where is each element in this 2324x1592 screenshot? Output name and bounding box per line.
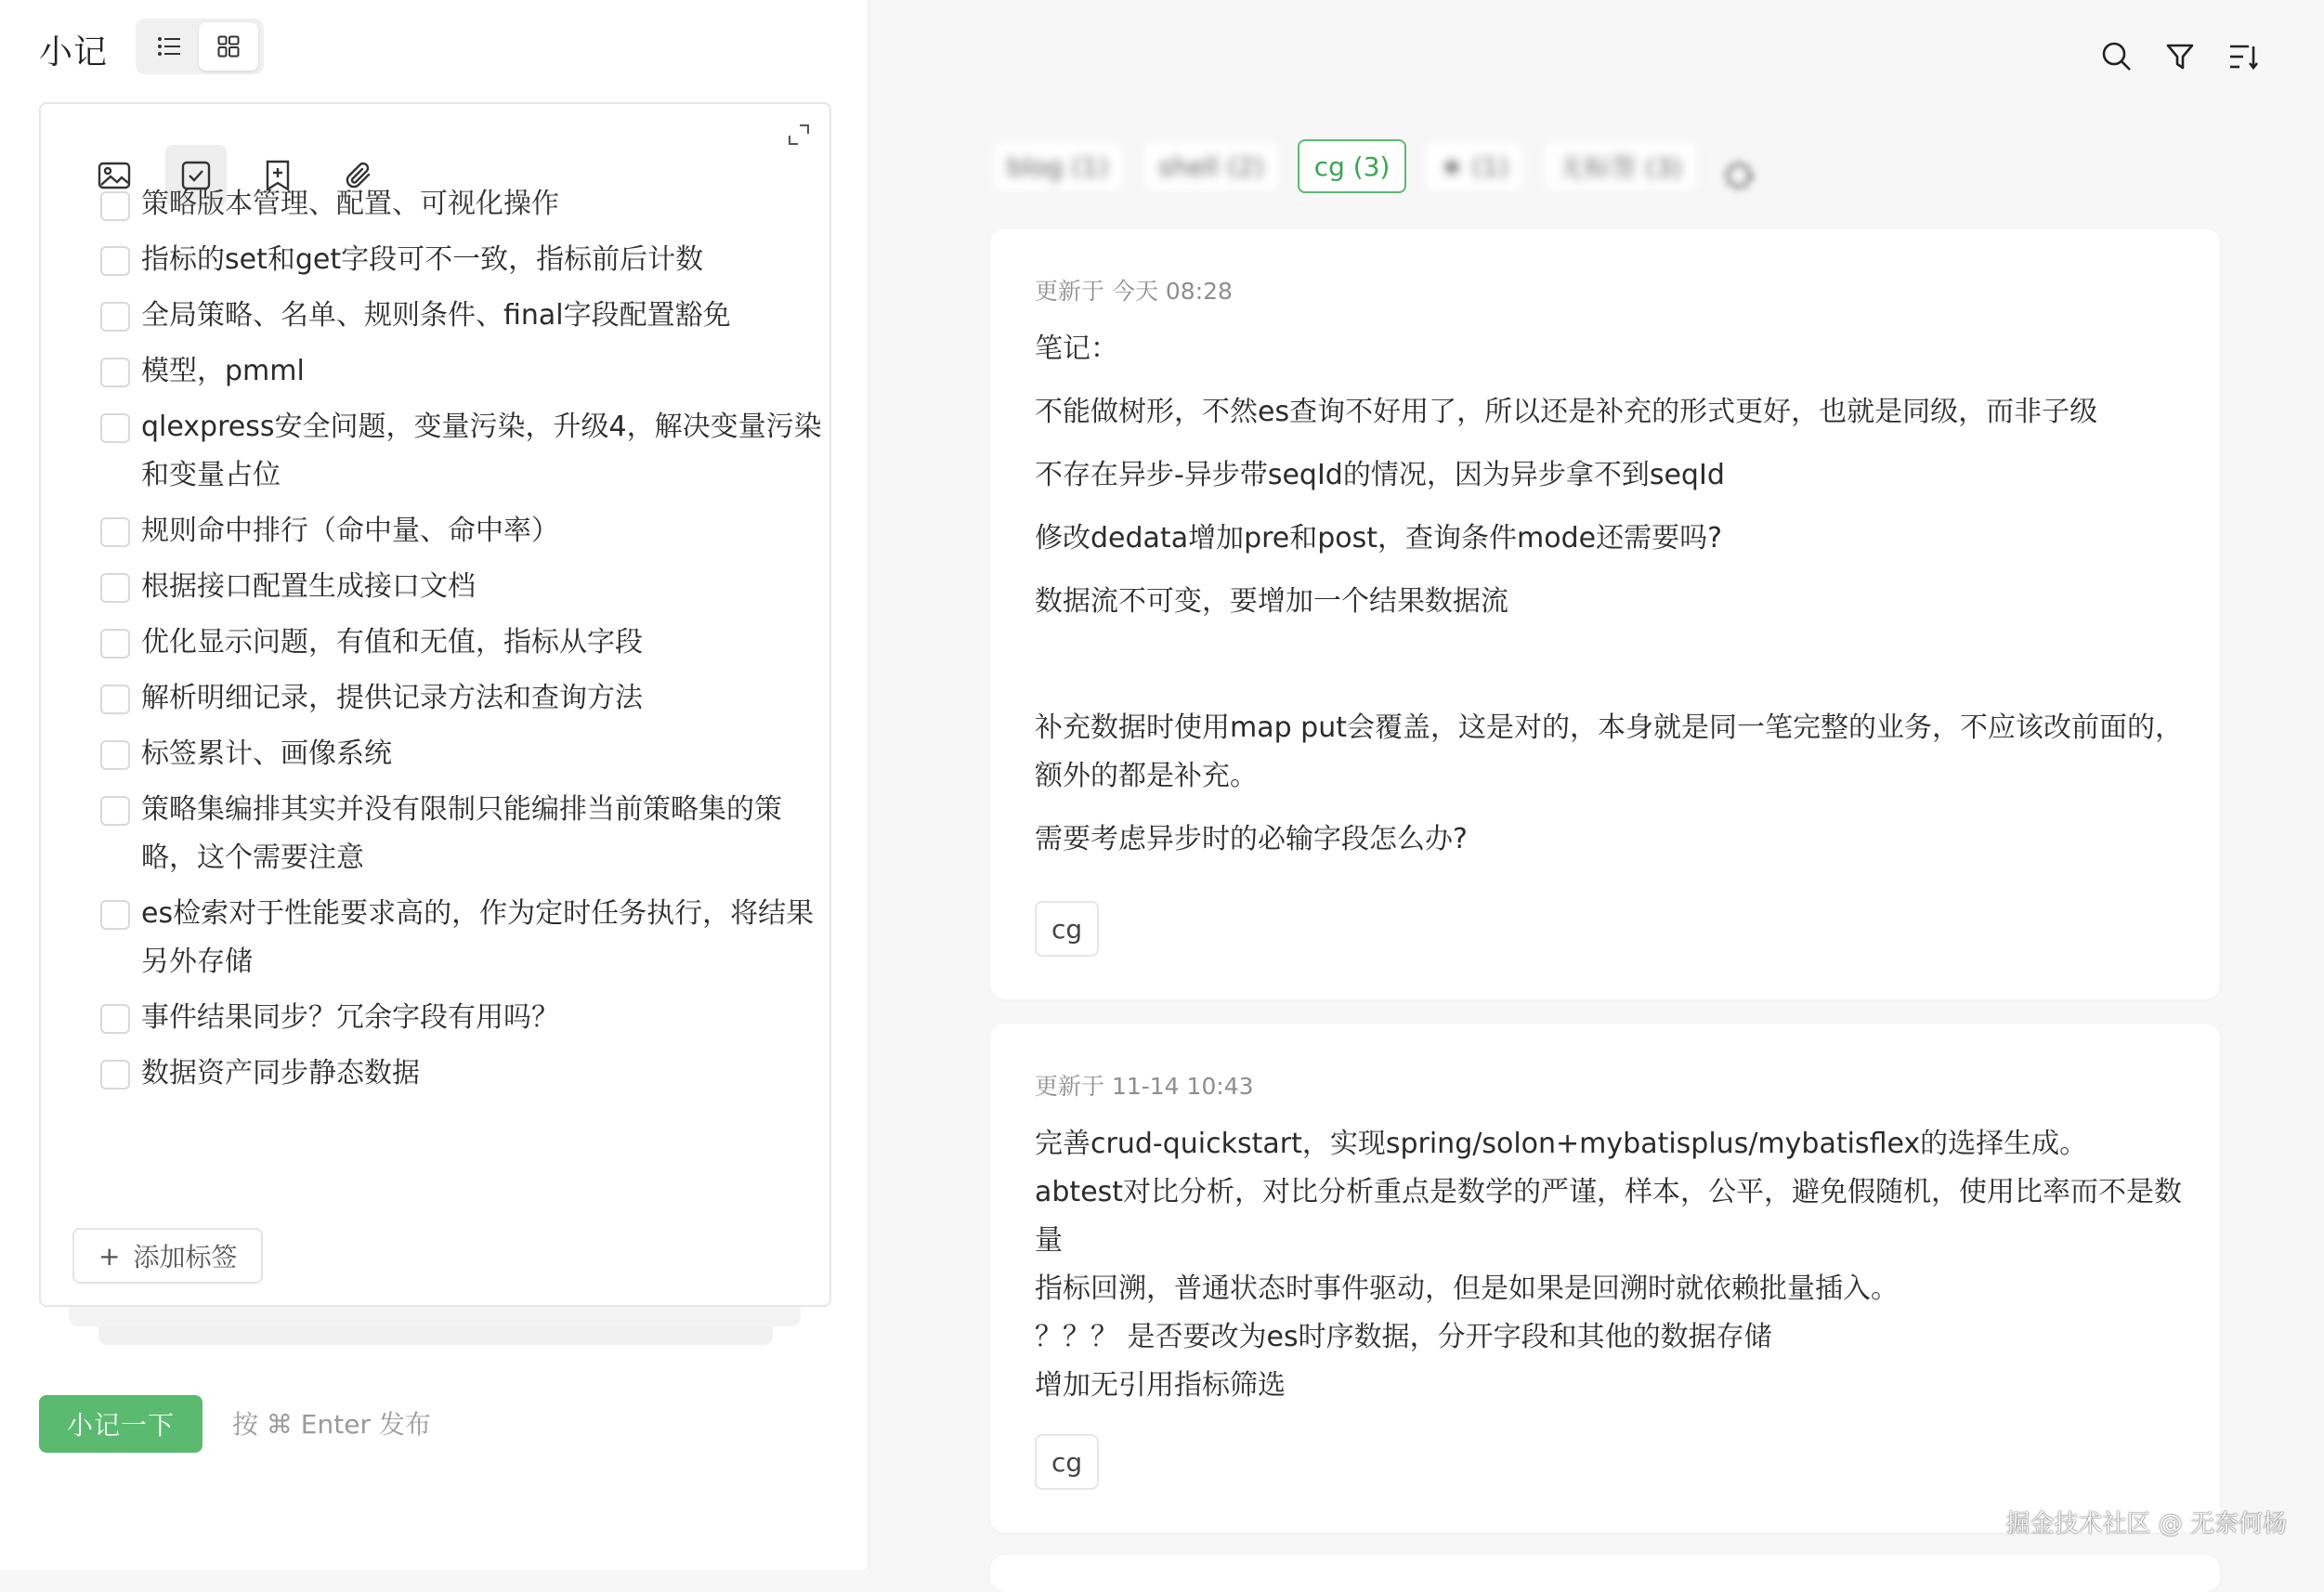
note-line: 指标回溯，普通状态时事件驱动，但是如果是回溯时就依赖批量插入。	[1035, 1272, 1899, 1305]
watermark: 掘金技术社区 @ 无奈何杨	[2005, 1510, 2287, 1538]
checkbox[interactable]	[100, 629, 130, 659]
note-line: 数据流不可变，要增加一个结果数据流	[1035, 585, 1508, 618]
list-item	[100, 730, 825, 778]
note-editor[interactable]	[39, 102, 831, 1307]
app-title: 小记	[39, 33, 109, 72]
tag-bar	[990, 139, 1756, 193]
note-tag[interactable]: cg	[1035, 901, 1099, 957]
list-item	[100, 188, 825, 232]
list-item-text: es检索对于性能要求高的，作为定时任务执行，将结果另外存储	[141, 897, 815, 978]
sort-icon	[2228, 43, 2258, 71]
list-view-button[interactable]	[139, 22, 199, 71]
list-item-text: 事件结果同步？冗余字段有用吗？	[141, 1001, 559, 1034]
note-line: ？？？ 是否要改为es时序数据，分开字段和其他的数据存储	[1035, 1321, 1772, 1353]
checkbox[interactable]	[100, 1060, 130, 1090]
expand-icon[interactable]	[787, 123, 811, 150]
note-tag[interactable]: cg	[1035, 1434, 1099, 1490]
tag-chip-active[interactable]: cg (3)	[1298, 139, 1407, 193]
list-item-text: 根据接口配置生成接口文档	[141, 570, 476, 603]
note-line: 不存在异步-异步带seqId的情况，因为异步拿不到seqId	[1035, 459, 1725, 491]
list-item-text: 策略版本管理、配置、可视化操作	[141, 188, 559, 220]
note-body	[1035, 1120, 2187, 1410]
checkbox[interactable]	[100, 685, 130, 714]
list-item-text: 模型，pmml	[141, 355, 305, 387]
list-item-text: 优化显示问题，有值和无值，指标从字段	[141, 626, 643, 659]
tag-chip[interactable]: shell (2)	[1142, 139, 1281, 193]
list-item	[100, 890, 825, 986]
tag-chip[interactable]: blog (1)	[990, 139, 1125, 193]
left-panel	[0, 0, 868, 1570]
tag-settings-icon[interactable]	[1721, 158, 1756, 193]
note-line: 不能做树形，不然es查询不好用了，所以还是补充的形式更好，也就是同级，而非子级	[1035, 396, 2098, 428]
note-line: abtest对比分析，对比分析重点是数学的严谨，样本，公平，避免假随机，使用比率而不是数量	[1035, 1176, 2183, 1257]
checkbox[interactable]	[100, 517, 130, 547]
list-item-text: 规则命中排行（命中量、命中率）	[141, 515, 559, 547]
top-toolbar	[2099, 39, 2261, 74]
note-card[interactable]	[990, 1024, 2220, 1533]
checkbox[interactable]	[100, 246, 130, 276]
tag-chip[interactable]: ★ (1)	[1423, 139, 1525, 193]
list-icon	[157, 36, 181, 57]
filter-button[interactable]	[2162, 39, 2198, 74]
note-timestamp: 更新于 11-14 10:43	[1035, 1073, 1254, 1100]
checkbox[interactable]	[100, 191, 130, 221]
add-tag-label: 添加标签	[133, 1242, 238, 1272]
tag-chip[interactable]: 无标签 (3)	[1542, 139, 1699, 193]
list-item	[100, 786, 825, 882]
note-line: 增加无引用指标筛选	[1035, 1369, 1286, 1402]
note-line: 补充数据时使用map put会覆盖，这是对的，本身就是同一笔完整的业务，不应该改前面的，额外的都是补充。	[1035, 711, 2184, 792]
list-item	[100, 563, 825, 611]
list-item	[100, 403, 825, 500]
checkbox[interactable]	[100, 302, 130, 332]
note-line: 完善crud-quickstart，实现spring/solon+mybatisplus/mybatisflex的选择生成。	[1035, 1128, 2088, 1160]
list-item	[100, 619, 825, 667]
list-item	[100, 507, 825, 555]
checkbox[interactable]	[100, 413, 130, 443]
grid-icon	[217, 35, 240, 58]
sort-button[interactable]	[2226, 39, 2261, 74]
note-card[interactable]	[990, 1555, 2220, 1592]
submit-button[interactable]: 小记一下	[39, 1395, 202, 1453]
grid-view-button[interactable]	[199, 22, 258, 71]
checkbox[interactable]	[100, 740, 130, 770]
checkbox[interactable]	[100, 1004, 130, 1034]
list-item-text: 指标的set和get字段可不一致，指标前后计数	[141, 243, 704, 276]
note-line: 修改dedata增加pre和post，查询条件mode还需要吗?	[1035, 522, 1723, 555]
note-line	[1035, 641, 2187, 689]
list-item	[100, 994, 825, 1042]
list-item	[100, 1050, 825, 1098]
list-item-text: 数据资产同步静态数据	[141, 1057, 420, 1090]
checkbox[interactable]	[100, 358, 130, 387]
add-tag-button[interactable]	[72, 1228, 263, 1284]
submit-hint: 按 ⌘ Enter 发布	[232, 1409, 431, 1440]
list-item	[100, 674, 825, 723]
filter-icon	[2165, 42, 2195, 72]
list-item-text: 全局策略、名单、规则条件、final字段配置豁免	[141, 299, 731, 332]
checkbox[interactable]	[100, 900, 130, 930]
checkbox[interactable]	[100, 796, 130, 826]
note-line: 需要考虑异步时的必输字段怎么办?	[1035, 823, 1468, 855]
plus-icon: +	[98, 1240, 121, 1272]
note-timestamp: 更新于 今天 08:28	[1035, 278, 1233, 305]
view-toggle	[136, 19, 264, 74]
list-item	[100, 347, 825, 396]
search-button[interactable]	[2099, 39, 2135, 74]
image-icon	[98, 162, 131, 189]
list-item-text: 解析明细记录，提供记录方法和查询方法	[141, 682, 643, 714]
list-item	[100, 236, 825, 284]
list-item-text: qlexpress安全问题，变量污染，升级4，解决变量污染和变量占位	[141, 411, 822, 491]
list-item-text: 标签累计、画像系统	[141, 737, 392, 770]
note-body	[1035, 325, 2187, 879]
note-card[interactable]	[990, 228, 2220, 999]
checkbox[interactable]	[100, 573, 130, 603]
note-line: 笔记：	[1035, 333, 1118, 365]
list-item	[100, 292, 825, 340]
search-icon	[2101, 41, 2133, 72]
checklist	[100, 188, 825, 1105]
list-item-text: 策略集编排其实并没有限制只能编排当前策略集的策略，这个需要注意	[141, 793, 782, 874]
